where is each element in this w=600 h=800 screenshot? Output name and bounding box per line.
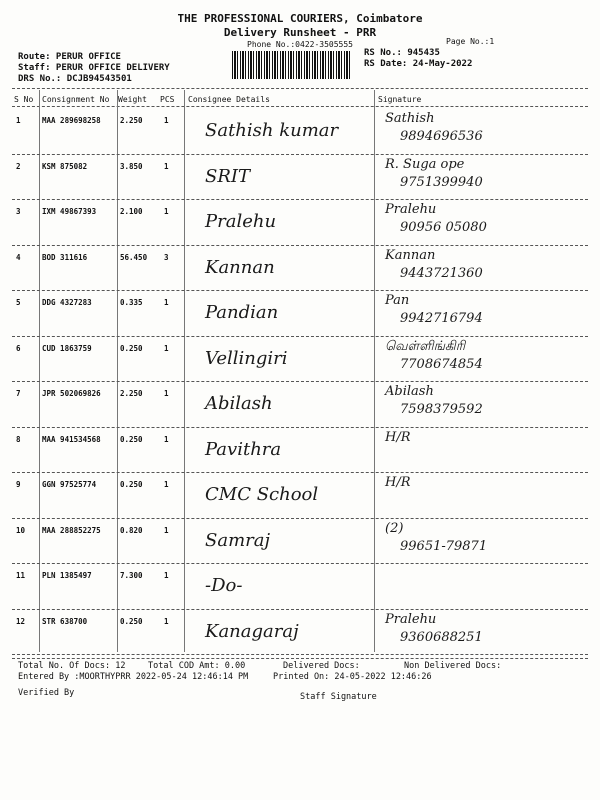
consignee-handwriting: Abilash	[205, 393, 273, 414]
row-pcs: 1	[164, 116, 169, 125]
phone-handwriting: 9360688251	[400, 629, 483, 645]
row-consignment: STR 638700	[42, 616, 88, 626]
row-consignment: CUD 1863759	[42, 343, 92, 353]
row-divider	[12, 154, 588, 155]
row-sno: 1	[16, 116, 21, 125]
row-divider	[12, 427, 588, 428]
row-weight: 2.100	[120, 207, 143, 216]
col-divider	[39, 90, 40, 652]
row-consignment: DDG 4327283	[42, 298, 92, 307]
signature-handwriting: Pralehu	[385, 611, 437, 627]
consignee-handwriting: Pralehu	[205, 211, 277, 232]
row-weight: 0.820	[120, 525, 143, 535]
col-pcs: PCS	[160, 95, 175, 104]
row-weight: 0.250	[120, 343, 143, 353]
row-pcs: 1	[164, 434, 169, 444]
total-cod: Total COD Amt: 0.00	[148, 661, 246, 671]
row-weight: 0.250	[120, 434, 143, 444]
row-divider	[12, 518, 588, 519]
phone-handwriting: 9894696536	[400, 129, 483, 144]
printed-on: Printed On: 24-05-2022 12:46:26	[273, 672, 432, 682]
phone-handwriting: 9942716794	[400, 311, 483, 326]
row-weight: 2.250	[120, 389, 143, 398]
consignee-handwriting: SRIT	[205, 165, 250, 187]
row-divider	[12, 609, 588, 610]
entered-by: Entered By :MOORTHYPRR 2022-05-24 12:46:14 PM	[18, 672, 249, 682]
signature-handwriting: H/R	[385, 475, 411, 490]
route-label: Route: PERUR OFFICE	[18, 52, 121, 62]
row-pcs: 1	[164, 389, 169, 398]
consignee-handwriting: Pandian	[205, 302, 279, 323]
row-pcs: 1	[164, 480, 169, 489]
delivered-docs: Delivered Docs:	[283, 661, 360, 671]
row-consignment: MAA 289698258	[42, 116, 101, 125]
row-consignment: BOD 311616	[42, 252, 88, 262]
row-weight: 0.250	[120, 480, 143, 489]
col-divider	[184, 90, 185, 652]
row-pcs: 1	[164, 616, 169, 626]
col-divider	[117, 90, 118, 652]
verified-by: Verified By	[18, 688, 75, 698]
col-weight: Weight	[118, 95, 147, 104]
col-signature: Signature	[378, 95, 422, 104]
phone-handwriting: 99651-79871	[400, 538, 488, 554]
row-divider	[12, 472, 588, 473]
row-weight: 2.250	[120, 116, 143, 125]
row-weight: 56.450	[120, 252, 148, 262]
row-consignment: IXM 49867393	[42, 207, 97, 216]
row-pcs: 1	[164, 298, 169, 307]
phone-handwriting: 7708674854	[400, 356, 483, 372]
consignee-handwriting: CMC School	[205, 484, 319, 505]
col-sno: S No	[14, 95, 34, 104]
row-divider	[12, 336, 588, 337]
row-weight: 7.300	[120, 571, 143, 580]
row-pcs: 1	[164, 161, 169, 171]
row-divider	[12, 245, 588, 246]
phone-number: Phone No.:0422-3505555	[247, 40, 353, 49]
row-divider	[12, 654, 588, 655]
row-divider	[12, 290, 588, 291]
row-sno: 8	[16, 434, 21, 444]
staff-label: Staff: PERUR OFFICE DELIVERY	[18, 63, 170, 73]
phone-handwriting: 90956 05080	[400, 220, 487, 235]
consignee-handwriting: Sathish kumar	[205, 120, 339, 141]
row-divider	[12, 199, 588, 200]
row-divider	[12, 381, 588, 382]
signature-handwriting: R. Suga ope	[385, 156, 465, 172]
row-sno: 11	[16, 571, 26, 580]
row-pcs: 3	[164, 252, 169, 262]
row-sno: 10	[16, 525, 26, 535]
consignee-handwriting: -Do-	[205, 575, 243, 596]
phone-handwriting: 9443721360	[400, 265, 483, 281]
staff-signature-label: Staff Signature	[300, 692, 377, 702]
row-pcs: 1	[164, 343, 169, 353]
signature-handwriting: H/R	[385, 429, 411, 445]
row-weight: 0.250	[120, 616, 143, 626]
row-consignment: MAA 941534568	[42, 434, 101, 444]
rs-info	[364, 48, 472, 70]
row-sno: 6	[16, 343, 21, 353]
consignee-handwriting: Kanagaraj	[205, 620, 299, 642]
barcode-image	[232, 51, 352, 79]
row-sno: 7	[16, 389, 21, 398]
total-docs: Total No. Of Docs: 12	[18, 661, 126, 671]
company-title: THE PROFESSIONAL COURIERS, Coimbatore	[177, 12, 423, 25]
footer-rule	[12, 658, 588, 659]
header-bottom-rule	[12, 106, 588, 107]
row-sno: 9	[16, 480, 21, 489]
row-pcs: 1	[164, 207, 169, 216]
rs-date: RS Date: 24-May-2022	[364, 59, 473, 69]
signature-handwriting: Pan	[385, 293, 410, 308]
col-consignment: Consignment No	[42, 95, 110, 104]
table-top-rule	[12, 88, 588, 89]
row-sno: 2	[16, 161, 21, 171]
col-divider	[374, 90, 375, 652]
phone-handwriting: 9751399940	[400, 174, 483, 190]
row-sno: 5	[16, 298, 21, 307]
consignee-handwriting: Pavithra	[205, 438, 282, 460]
signature-handwriting: Kannan	[385, 247, 436, 263]
runsheet-title: Delivery Runsheet - PRR	[223, 26, 377, 39]
consignee-handwriting: Kannan	[205, 256, 275, 278]
row-sno: 4	[16, 252, 21, 262]
non-delivered-docs: Non Delivered Docs:	[404, 661, 502, 671]
row-consignment: PLN 1385497	[42, 571, 92, 580]
signature-handwriting: (2)	[385, 520, 404, 536]
col-consignee: Consignee Details	[188, 95, 270, 104]
page-number: Page No.:1	[446, 37, 495, 46]
row-consignment: JPR 502069826	[42, 389, 101, 398]
row-sno: 12	[16, 616, 26, 626]
phone-handwriting: 7598379592	[400, 402, 483, 417]
signature-handwriting: வெள்ளிங்கிரி	[385, 338, 466, 354]
signature-handwriting: Abilash	[385, 384, 434, 399]
consignee-handwriting: Samraj	[205, 529, 271, 551]
row-pcs: 1	[164, 525, 169, 535]
row-weight: 3.850	[120, 161, 143, 171]
consignee-handwriting: Vellingiri	[205, 347, 288, 369]
signature-handwriting: Sathish	[385, 111, 435, 126]
row-consignment: MAA 288852275	[42, 525, 101, 535]
row-sno: 3	[16, 207, 21, 216]
row-weight: 0.335	[120, 298, 143, 307]
row-consignment: KSM 875082	[42, 161, 88, 171]
row-consignment: GGN 97525774	[42, 480, 97, 489]
row-pcs: 1	[164, 571, 169, 580]
rs-number: RS No.: 945435	[364, 48, 440, 58]
row-divider	[12, 563, 588, 564]
route-info	[18, 52, 170, 85]
drs-label: DRS No.: DCJB94543501	[18, 74, 132, 84]
signature-handwriting: Pralehu	[385, 202, 437, 217]
